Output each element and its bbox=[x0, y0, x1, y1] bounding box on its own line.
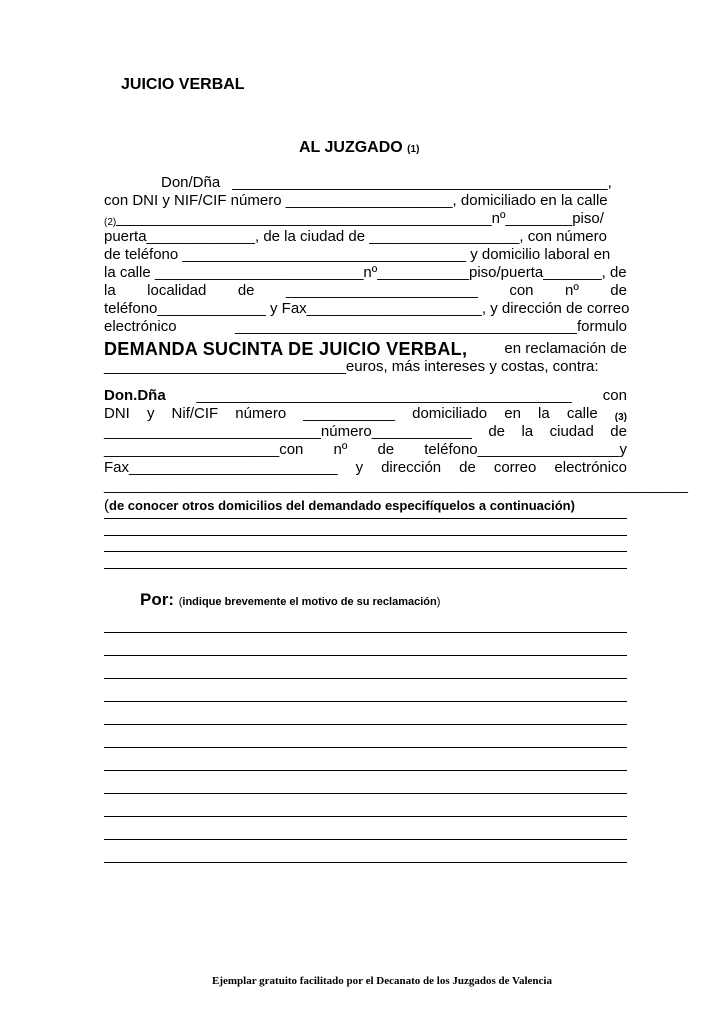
claimant-line-3[interactable] bbox=[104, 210, 627, 228]
other-address-line[interactable] bbox=[104, 535, 627, 536]
word: nº bbox=[565, 282, 579, 299]
word: de bbox=[459, 459, 476, 476]
note-2: (2) bbox=[104, 217, 117, 228]
paren: ( bbox=[178, 596, 183, 608]
defendant-label: Don.Dña bbox=[104, 387, 166, 404]
claimant-work-address-field[interactable]: la calle _________________________nº___________piso/puerta_______, de bbox=[104, 264, 627, 281]
word: y bbox=[355, 459, 364, 476]
word: con bbox=[602, 387, 627, 404]
word: de bbox=[610, 282, 627, 299]
defendant-line-2[interactable] bbox=[104, 405, 627, 423]
reason-label: Por: bbox=[140, 590, 174, 609]
claimant-fax-field[interactable]: teléfono_____________ y Fax_____________________, y dirección de correo bbox=[104, 300, 630, 317]
word: y bbox=[146, 405, 155, 422]
reason-line[interactable] bbox=[104, 839, 627, 840]
claimant-line-1 bbox=[104, 174, 627, 192]
other-address-line[interactable] bbox=[104, 551, 627, 552]
paren: ) bbox=[436, 596, 441, 608]
defendant-line-4[interactable] bbox=[104, 441, 627, 459]
court-label: AL JUZGADO bbox=[299, 139, 403, 156]
reason-line[interactable] bbox=[104, 724, 627, 725]
word: correo bbox=[493, 459, 537, 476]
other-address-line[interactable] bbox=[104, 518, 627, 519]
word: de bbox=[488, 423, 506, 440]
word: dirección bbox=[381, 459, 442, 476]
claimant-line-7[interactable] bbox=[104, 282, 627, 300]
reason-hint: indique brevemente el motivo de su reclamación bbox=[182, 596, 437, 608]
note-3: (3) bbox=[614, 412, 627, 423]
reason-line[interactable] bbox=[104, 701, 627, 702]
reason-line[interactable] bbox=[104, 862, 627, 863]
defendant-section bbox=[104, 387, 688, 515]
reason-line[interactable] bbox=[104, 770, 627, 771]
reason-line[interactable] bbox=[104, 678, 627, 679]
defendant-line-3[interactable] bbox=[104, 423, 627, 441]
word: domiciliado bbox=[412, 405, 488, 422]
claimant-section bbox=[104, 174, 630, 376]
word: Nif/CIF bbox=[171, 405, 219, 422]
word: la bbox=[538, 405, 550, 422]
defendant-line-7 bbox=[104, 495, 627, 515]
reason-heading bbox=[140, 590, 440, 610]
defendant-fax-field[interactable]: Fax_________________________ bbox=[104, 459, 338, 476]
word: de bbox=[377, 441, 395, 458]
defendant-city-field[interactable]: _____________________con bbox=[104, 441, 304, 458]
other-address-line[interactable] bbox=[104, 568, 627, 569]
word: ciudad bbox=[549, 423, 594, 440]
document-title: JUICIO VERBAL bbox=[121, 76, 245, 93]
word: de bbox=[237, 282, 255, 299]
defendant-address-field[interactable]: __________________________número____________ bbox=[104, 423, 472, 440]
reason-line[interactable] bbox=[104, 793, 627, 794]
defendant-email-field[interactable]: ______________________________________________________________________ bbox=[104, 477, 688, 494]
claimant-line-5[interactable] bbox=[104, 246, 627, 264]
claimant-city-field[interactable]: puerta_____________, de la ciudad de __________________, con número bbox=[104, 228, 607, 245]
defendant-line-1[interactable] bbox=[104, 387, 627, 405]
court-heading bbox=[299, 139, 419, 157]
claimant-line-11[interactable] bbox=[104, 358, 627, 376]
word: electrónico bbox=[554, 459, 627, 476]
claimant-dni-field[interactable]: con DNI y NIF/CIF número ____________________, domiciliado en la calle bbox=[104, 192, 608, 209]
claimant-line-2[interactable] bbox=[104, 192, 627, 210]
word: nº bbox=[333, 441, 348, 458]
claimant-line-9[interactable] bbox=[104, 318, 627, 336]
claimant-line-10 bbox=[104, 336, 627, 358]
word: DNI bbox=[104, 405, 130, 422]
defendant-dni-field[interactable]: ___________ bbox=[303, 405, 396, 422]
court-note: (1) bbox=[407, 144, 420, 155]
defendant-phone-field[interactable]: teléfono_________________y bbox=[424, 441, 627, 458]
word: de bbox=[610, 423, 627, 440]
reason-line[interactable] bbox=[104, 816, 627, 817]
word: localidad bbox=[147, 282, 207, 299]
claimant-locality-field[interactable]: _______________________ bbox=[286, 282, 478, 299]
defendant-name-field[interactable]: _____________________________________________ bbox=[196, 387, 572, 404]
word: número bbox=[235, 405, 287, 422]
claimant-email-field[interactable]: _________________________________________formulo bbox=[234, 318, 627, 335]
word: la bbox=[521, 423, 534, 440]
reason-line[interactable] bbox=[104, 632, 627, 633]
word: calle bbox=[566, 405, 598, 422]
reason-line[interactable] bbox=[104, 655, 627, 656]
word: en bbox=[504, 405, 521, 422]
amount-field[interactable]: _____________________________euros, más intereses y costas, contra: bbox=[104, 358, 599, 375]
demand-heading: DEMANDA SUCINTA DE JUICIO VERBAL, bbox=[104, 339, 468, 359]
claimant-address-field[interactable]: _____________________________________________nº________piso/ bbox=[116, 210, 604, 227]
claimant-name-field[interactable]: _____________________________________________, bbox=[232, 174, 612, 191]
claimant-line-8[interactable] bbox=[104, 300, 630, 318]
claimant-phone-field[interactable]: de teléfono __________________________________ y domicilio laboral en bbox=[104, 246, 611, 263]
word: en reclamación de bbox=[504, 340, 627, 357]
paren: ( bbox=[104, 497, 109, 514]
word: con bbox=[509, 282, 534, 299]
defendant-line-6[interactable] bbox=[104, 477, 688, 495]
claimant-name-label: Don/Dña bbox=[161, 174, 221, 191]
claimant-line-6[interactable] bbox=[104, 264, 627, 282]
word: la bbox=[104, 282, 116, 299]
word: electrónico bbox=[104, 318, 177, 335]
defendant-line-5[interactable] bbox=[104, 459, 627, 477]
footer-note: Ejemplar gratuito facilitado por el Decanato de los Juzgados de Valencia bbox=[212, 975, 552, 987]
reason-line[interactable] bbox=[104, 747, 627, 748]
other-addresses-note: de conocer otros domicilios del demandado especifíquelos a continuación) bbox=[109, 498, 575, 513]
claimant-line-4[interactable] bbox=[104, 228, 627, 246]
